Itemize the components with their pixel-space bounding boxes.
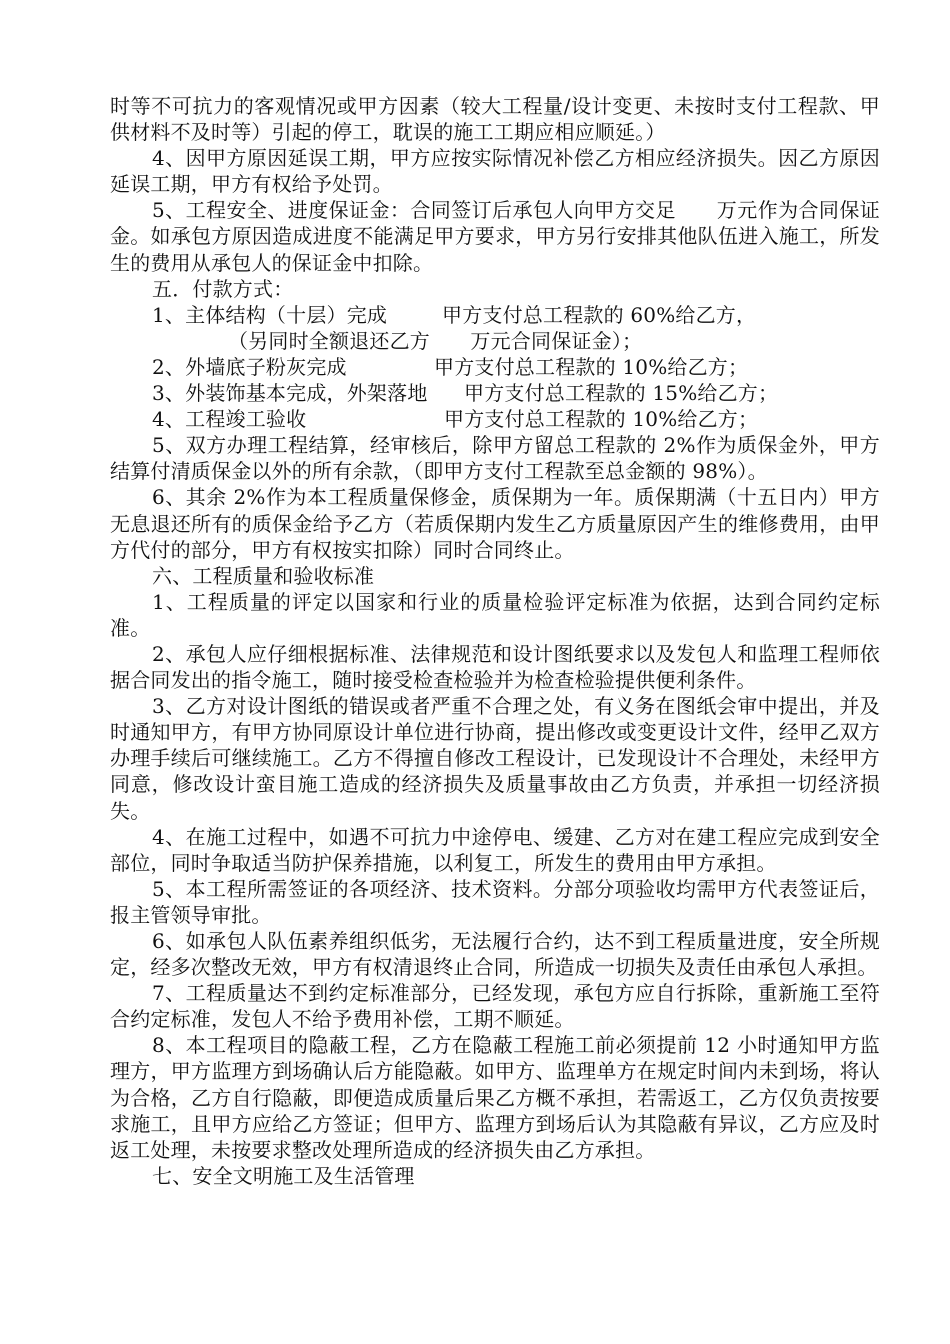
paragraph-quality-6: 6、如承包人队伍素养组织低劣，无法履行合约，达不到工程质量进度，安全所规定，经多次整改无效，甲方有权清退终止合同，所造成一切损失及责任由承包人承担。 [110,929,880,980]
paragraph-quality-8: 8、本工程项目的隐蔽工程，乙方在隐蔽工程施工前必须提前 12 小时通知甲方监理方，甲方监理方到场确认后方能隐蔽。如甲方、监理单方在规定时间内未到场，将认为合格，乙方自行隐蔽，即便造成质量后果乙方概不承担，若需返工，乙方仅负责按要求施工，且甲方应给乙方签证；但甲方、监理方到场后认为其隐蔽有异议，乙方应及时返工处理，未按要求整改处理所造成的经济损失由乙方承担。 [110,1033,880,1162]
payment-item-4-amount: 甲方支付总工程款的 10%给乙方； [444,407,759,432]
paragraph-force-majeure-continued: 时等不可抗力的客观情况或甲方因素（较大工程量/设计变更、未按时支付工程款、甲供材料不及时等）引起的停工，耽误的施工工期应相应顺延。） [110,94,880,145]
payment-item-4 [110,406,880,432]
paragraph-quality-4: 4、在施工过程中，如遇不可抗力中途停电、缓建、乙方对在建工程应完成到安全部位，同时争取适当防护保养措施，以利复工，所发生的费用由甲方承担。 [110,824,880,875]
payment-item-3 [110,380,880,406]
paragraph-delay-compensation: 4、因甲方原因延误工期，甲方应按实际情况补偿乙方相应经济损失。因乙方原因延误工期，甲方有权给予处罚。 [110,146,880,197]
paragraph-quality-2: 2、承包人应仔细根据标准、法律规范和设计图纸要求以及发包人和监理工程师依据合同发出的指令施工，随时接受检查检验并为检查检验提供便利条件。 [110,641,880,693]
payment-item-1-stage: 1、主体结构（十层）完成 [152,302,388,327]
payment-item-4-stage: 4、工程竣工验收 [152,407,307,432]
section-heading-quality: 六、工程质量和验收标准 [152,563,375,588]
paragraph-quality-7: 7、工程质量达不到约定标准部分，已经发现，承包方应自行拆除，重新施工至符合约定标准，发包人不给予费用补偿，工期不顺延。 [110,981,880,1032]
paragraph-quality-5: 5、本工程所需签证的各项经济、技术资料。分部分项验收均需甲方代表签证后，报主管领导审批。 [110,876,880,927]
section-heading-payment: 五．付款方式： [152,276,294,301]
payment-item-2 [110,354,880,380]
paragraph-settlement: 5、双方办理工程结算，经审核后，除甲方留总工程款的 2%作为质保金外，甲方结算付清质保金以外的所有余款，（即甲方支付工程款至总金额的 98%）。 [110,433,880,484]
paragraph-warranty-deposit: 6、其余 2%作为本工程质量保修金，质保期为一年。质保期满（十五日内）甲方无息退还所有的质保金给予乙方（若质保期内发生乙方质量原因产生的维修费用，由甲方代付的部分，甲方有权按实扣除）同时合同终止。 [110,485,880,562]
payment-item-1-note: （另同时全额退还乙方 万元合同保证金）； [228,328,643,353]
payment-item-3-stage: 3、外装饰基本完成，外架落地 [152,381,428,406]
paragraph-quality-3: 3、乙方对设计图纸的错误或者严重不合理之处，有义务在图纸会审中提出，并及时通知甲方，有甲方协同原设计单位进行协商，提出修改或变更设计文件，经甲乙双方办理手续后可继续施工。乙方不得擅自修改工程设计，已发现设计不合理处，未经甲方同意，修改设计蛮目施工造成的经济损失及质量事故由乙方负责，并承担一切经济损失。 [110,694,880,823]
document-page [110,93,880,1189]
payment-item-2-amount: 甲方支付总工程款的 10%给乙方； [434,354,749,379]
paragraph-security-deposit: 5、工程安全、进度保证金：合同签订后承包人向甲方交足 万元作为合同保证金。如承包方原因造成进度不能满足甲方要求，甲方另行安排其他队伍进入施工，所发生的费用从承包人的保证金中扣除。 [110,198,880,275]
payment-item-1-amount: 甲方支付总工程款的 60%给乙方， [442,302,757,327]
payment-item-2-stage: 2、外墙底子粉灰完成 [152,354,347,379]
paragraph-quality-1: 1、工程质量的评定以国家和行业的质量检验评定标准为依据，达到合同约定标准。 [110,589,880,640]
payment-item-1 [110,302,880,328]
section-heading-safety: 七、安全文明施工及生活管理 [152,1163,415,1188]
payment-item-3-amount: 甲方支付总工程款的 15%给乙方； [464,381,779,406]
